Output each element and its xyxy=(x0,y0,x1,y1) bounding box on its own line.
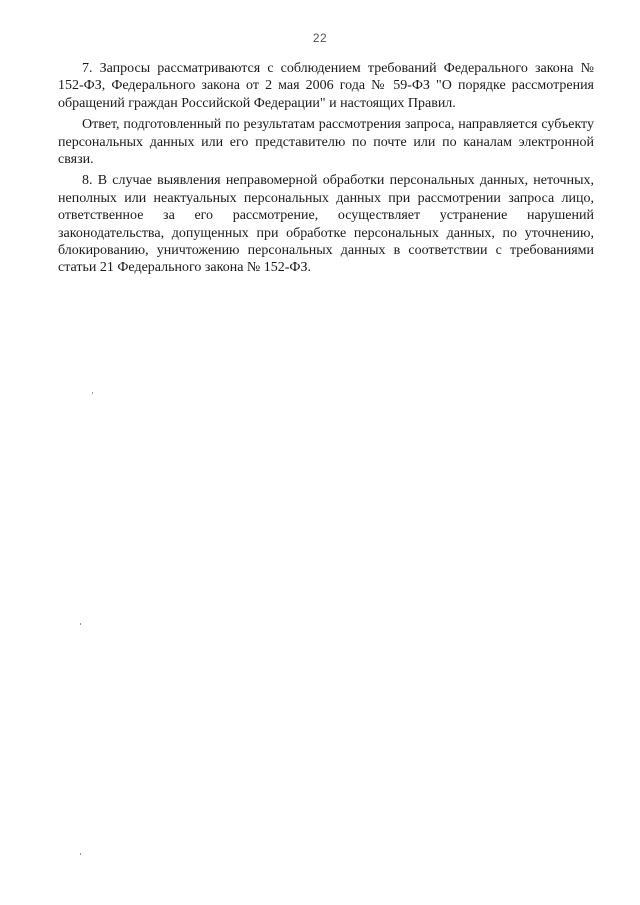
scan-speck xyxy=(80,853,81,855)
paragraph-8: 8. В случае выявления неправомерной обработки персональных данных, неточных, неполных или неактуальных персональных данных при рассмотрении запроса лицо, ответственное за его рассмотрение, осуществляет устранение нарушений законодательства, допущенных при обработке персональных данных, по уточнению, блокированию, уничтожению персональных данных в соответствии с требованиями статьи 21 Федерального закона № 152-ФЗ. xyxy=(58,173,594,276)
scan-speck xyxy=(92,392,93,394)
page-number: 22 xyxy=(312,31,328,45)
paragraph-7: 7. Запросы рассматриваются с соблюдением требований Федерального закона № 152-ФЗ, Федерального закона от 2 мая 2006 года № 59-ФЗ "О порядке рассмотрения обращений граждан Российской Федерации" и настоящих Правил. xyxy=(58,61,594,111)
document-body xyxy=(58,60,594,281)
scan-speck xyxy=(80,623,81,625)
paragraph-response: Ответ, подготовленный по результатам рассмотрения запроса, направляется субъекту персональных данных или его представителю по почте или по каналам электронной связи. xyxy=(58,117,594,168)
